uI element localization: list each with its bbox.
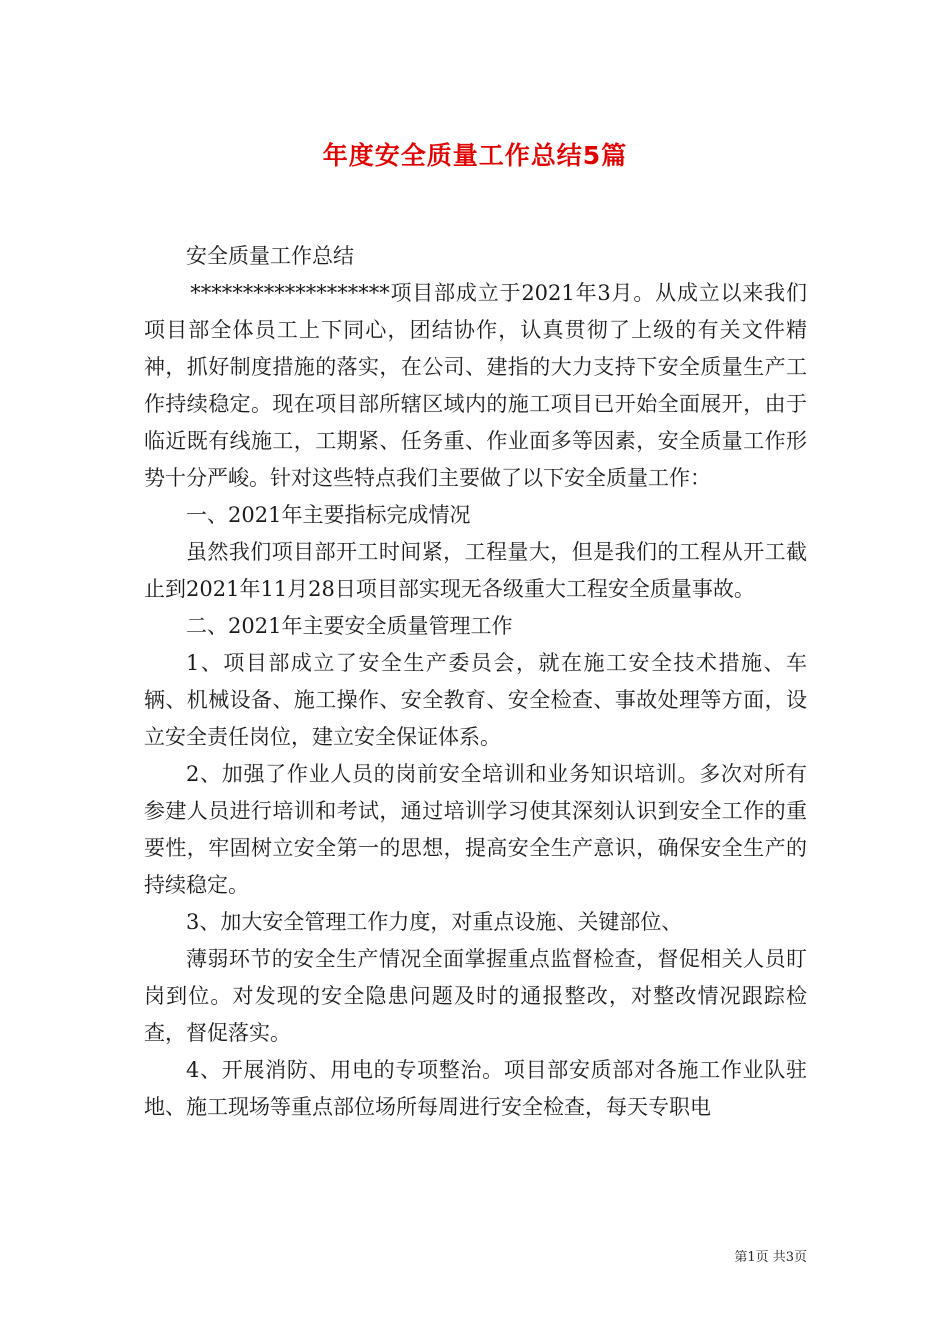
- paragraph-item-4: 4、开展消防、用电的专项整治。项目部安质部对各施工作业队驻地、施工现场等重点部位场所每周进行安全检查，每天专职电: [144, 1058, 807, 1119]
- document-body: [144, 238, 807, 1126]
- document-title: 年度安全质量工作总结5篇: [322, 141, 628, 170]
- section-heading-indicators: 一、2021年主要指标完成情况: [186, 503, 471, 527]
- paragraph-item-3-continued: 薄弱环节的安全生产情况全面掌握重点监督检查，督促相关人员盯岗到位。对发现的安全隐患问题及时的通报整改，对整改情况跟踪检查，督促落实。: [144, 947, 807, 1045]
- section-heading-summary: 安全质量工作总结: [186, 244, 354, 268]
- page-number-footer: 第1页 共3页: [734, 1250, 807, 1265]
- section-heading-management: 二、2021年主要安全质量管理工作: [186, 614, 513, 638]
- paragraph-item-1: 1、项目部成立了安全生产委员会，就在施工安全技术措施、车辆、机械设备、施工操作、安全教育、安全检查、事故处理等方面，设立安全责任岗位，建立安全保证体系。: [144, 651, 807, 749]
- paragraph-item-2: 2、加强了作业人员的岗前安全培训和业务知识培训。多次对所有参建人员进行培训和考试，通过培训学习使其深刻认识到安全工作的重要性，牢固树立安全第一的思想，提高安全生产意识，确保安全生产的持续稳定。: [144, 762, 807, 897]
- paragraph-indicators: 虽然我们项目部开工时间紧，工程量大，但是我们的工程从开工截止到2021年11月28日项目部实现无各级重大工程安全质量事故。: [144, 540, 807, 601]
- paragraph-item-3: 3、加大安全管理工作力度，对重点设施、关键部位、: [186, 910, 683, 934]
- paragraph-intro: *******************项目部成立于2021年3月。从成立以来我们项目部全体员工上下同心，团结协作，认真贯彻了上级的有关文件精神，抓好制度措施的落实，在公司、建指的大力支持下安全质量生产工作持续稳定。现在项目部所辖区域内的施工项目已开始全面展开，由于临近既有线施工，工期紧、任务重、作业面多等因素，安全质量工作形势十分严峻。针对这些特点我们主要做了以下安全质量工作：: [144, 281, 807, 490]
